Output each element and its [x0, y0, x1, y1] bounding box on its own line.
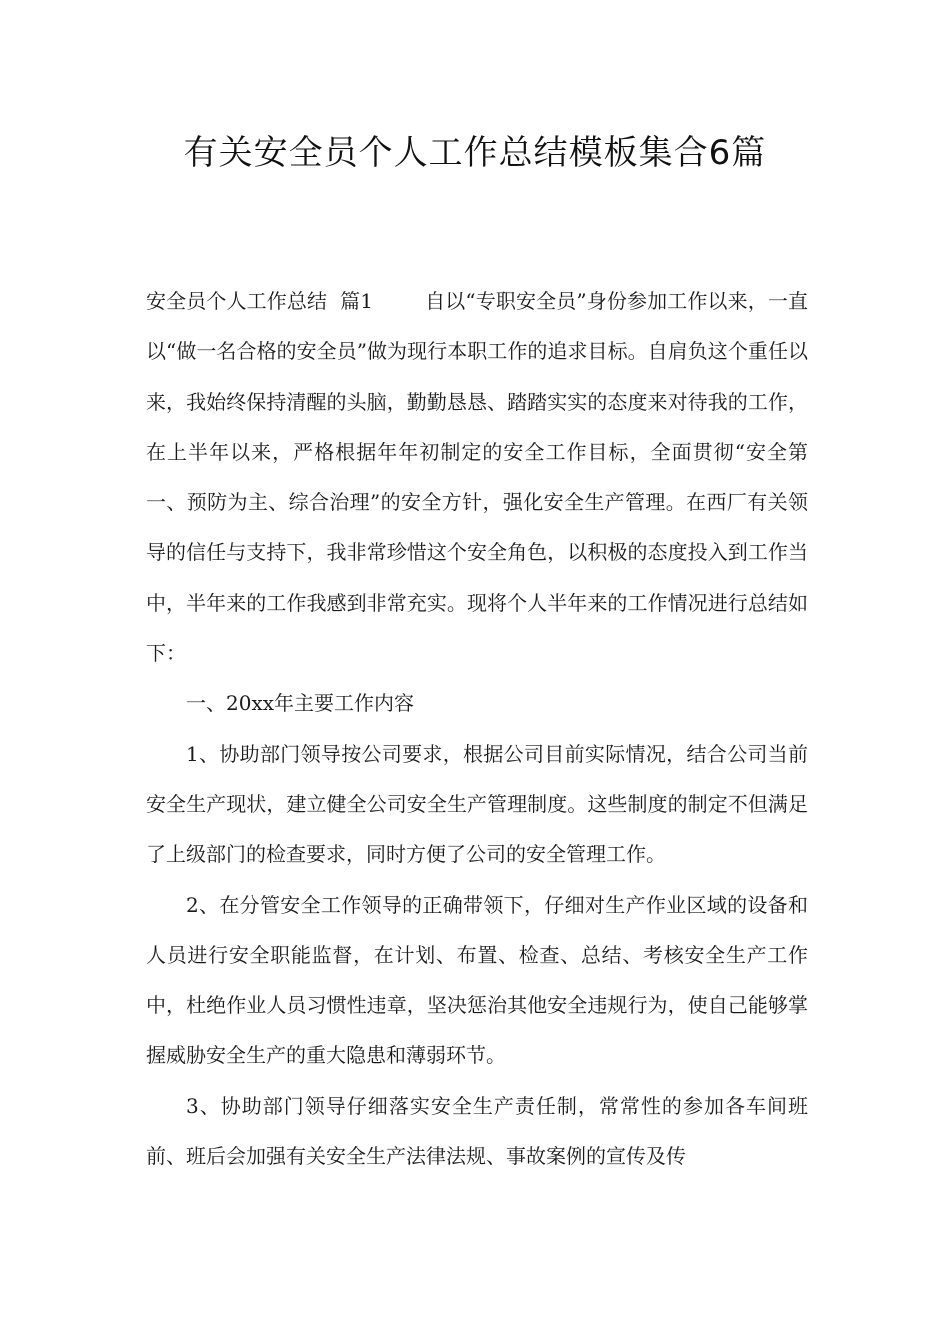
document-title: 有关安全员个人工作总结模板集合6篇 [183, 133, 767, 173]
work-item-2: 2、在分管安全工作领导的正确带领下，仔细对生产作业区域的设备和人员进行安全职能监督，在计划、布置、检查、总结、考核安全生产工作中，杜绝作业人员习惯性违章，坚决惩治其他安全违规行为，使自己能够掌握威胁安全生产的重大隐患和薄弱环节。 [146, 892, 808, 1068]
document-body [146, 276, 808, 1181]
intro-paragraph [146, 276, 808, 678]
work-item-3: 3、协助部门领导仔细落实安全生产责任制，常常性的参加各车间班前、班后会加强有关安全生产法律法规、事故案例的宣传及传 [146, 1093, 808, 1169]
intro-text: 自以“专职安全员”身份参加工作以来，一直以“做一名合格的安全员”做为现行本职工作的追求目标。自肩负这个重任以来，我始终保持清醒的头脑，勤勤恳恳、踏踏实实的态度来对待我的工作，在上半年以来，严格根据年年初制定的安全工作目标，全面贯彻“安全第一、预防为主、综合治理”的安全方针，强化安全生产管理。在西厂有关领导的信任与支持下，我非常珍惜这个安全角色，以积极的态度投入到工作当中，半年来的工作我感到非常充实。现将个人半年来的工作情况进行总结如下： [146, 289, 808, 666]
section-heading: 一、20xx年主要工作内容 [186, 691, 415, 716]
work-item-1: 1、协助部门领导按公司要求，根据公司目前实际情况，结合公司当前安全生产现状，建立健全公司安全生产管理制度。这些制度的制定不但满足了上级部门的检查要求，同时方便了公司的安全管理工作。 [146, 741, 808, 867]
section-label: 安全员个人工作总结 篇1 [146, 289, 373, 313]
